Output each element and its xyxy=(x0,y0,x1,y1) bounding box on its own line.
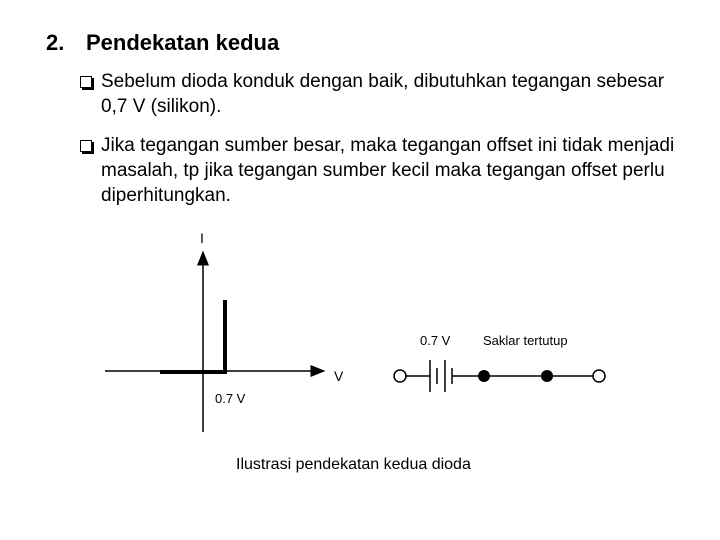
switch-contact-icon xyxy=(478,370,490,382)
iv-characteristic-curve xyxy=(160,300,225,372)
x-axis-label: V xyxy=(334,368,344,384)
title-text: Pendekatan kedua xyxy=(86,30,280,55)
equivalent-circuit xyxy=(394,333,605,392)
iv-graph xyxy=(105,230,344,432)
y-axis-label: I xyxy=(200,230,204,246)
bullet-text: Sebelum dioda konduk dengan baik, dibutuhkan tegangan sebesar 0,7 V (silikon). xyxy=(101,71,665,117)
battery-voltage-label: 0.7 V xyxy=(420,333,451,348)
switch-label: Saklar tertutup xyxy=(483,333,568,348)
battery-icon xyxy=(430,360,452,392)
left-terminal-icon xyxy=(394,370,406,382)
figure-caption: Ilustrasi pendekatan kedua dioda xyxy=(236,456,471,473)
right-terminal-icon xyxy=(593,370,605,382)
bullet-text: Jika tegangan sumber besar, maka tegangan offset ini tidak menjadi masalah, tp jika tegangan sumber kecil maka tegangan offset perlu diperhitungkan. xyxy=(101,135,675,206)
knee-voltage-label: 0.7 V xyxy=(215,391,246,406)
title-number: 2. xyxy=(46,30,65,55)
